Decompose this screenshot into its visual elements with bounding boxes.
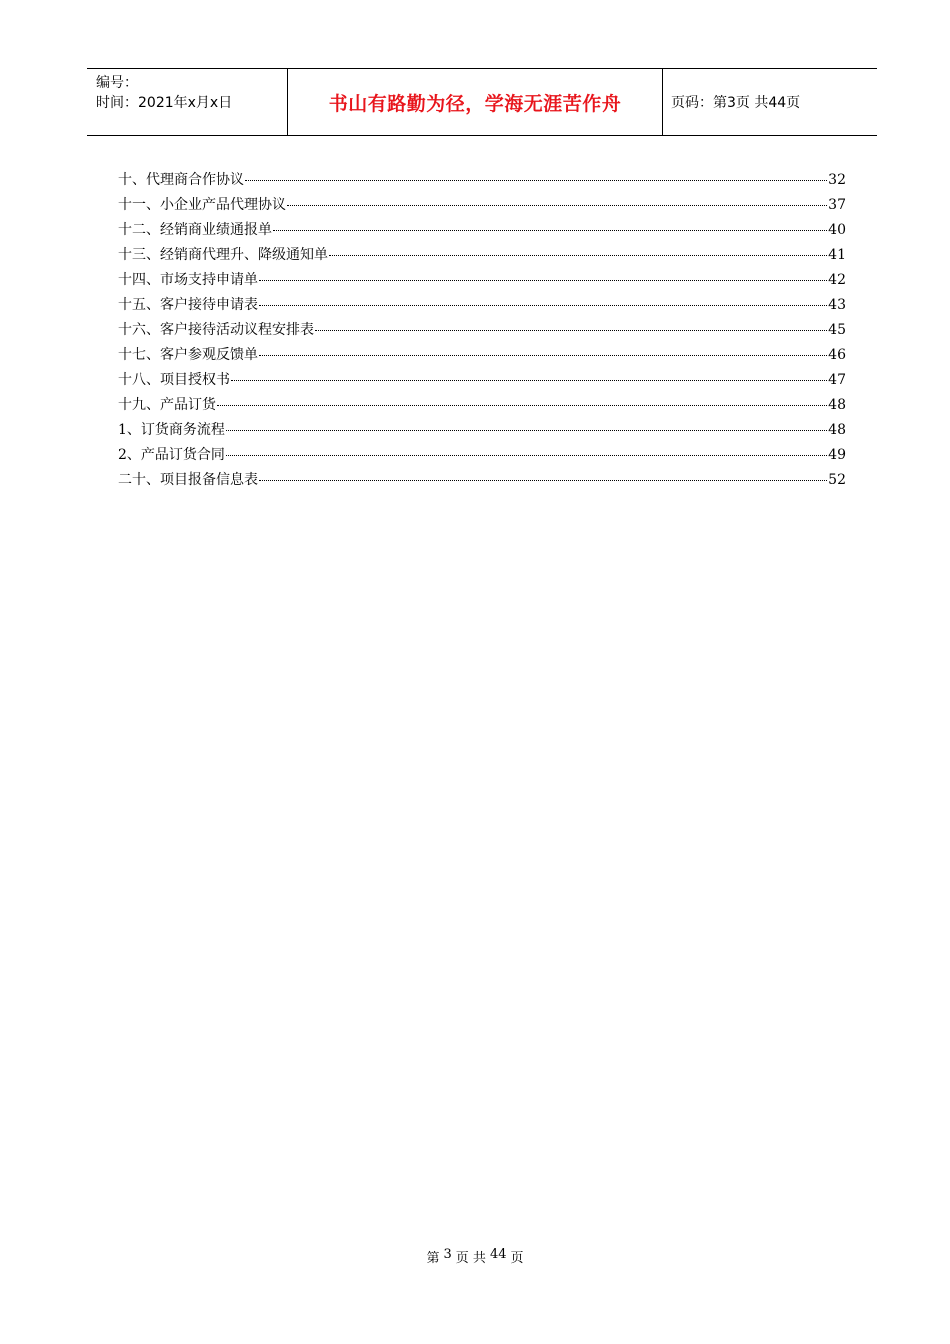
toc-entry-page: 47: [828, 372, 846, 388]
table-of-contents: [118, 169, 846, 494]
code-label: 编号：: [96, 75, 138, 91]
toc-entry-page: 32: [828, 172, 846, 188]
toc-entry-title: 二十、项目报备信息表: [118, 472, 258, 488]
toc-dot-leader: [226, 430, 827, 431]
toc-entry[interactable]: [118, 394, 846, 419]
toc-entry-title: 十六、客户接待活动议程安排表: [118, 322, 314, 338]
toc-entry[interactable]: [118, 244, 846, 269]
toc-dot-leader: [226, 455, 827, 456]
toc-entry[interactable]: [118, 269, 846, 294]
toc-entry-page: 37: [828, 197, 846, 213]
footer-mid: 页 共: [455, 1251, 486, 1266]
footer-prefix: 第: [426, 1251, 440, 1266]
toc-dot-leader: [273, 230, 827, 231]
toc-dot-leader: [217, 405, 827, 406]
toc-entry[interactable]: [118, 194, 846, 219]
toc-entry-title: 十一、小企业产品代理协议: [118, 197, 286, 213]
toc-entry-title: 十二、经销商业绩通报单: [118, 222, 272, 238]
toc-entry-title: 十七、客户参观反馈单: [118, 347, 258, 363]
toc-entry-title: 十八、项目授权书: [118, 372, 230, 388]
toc-entry[interactable]: [118, 469, 846, 494]
toc-entry-page: 48: [828, 397, 846, 413]
toc-entry[interactable]: [118, 319, 846, 344]
toc-entry-title: 十九、产品订货: [118, 397, 216, 413]
toc-entry[interactable]: [118, 169, 846, 194]
toc-dot-leader: [259, 280, 827, 281]
toc-dot-leader: [259, 305, 827, 306]
toc-entry[interactable]: [118, 444, 846, 469]
toc-entry-page: 43: [828, 297, 846, 313]
toc-dot-leader: [259, 480, 827, 481]
page-footer: [0, 1247, 950, 1266]
toc-entry-page: 48: [828, 422, 846, 438]
header-motto: 书山有路勤为径，学海无涯苦作舟: [287, 69, 663, 135]
toc-dot-leader: [231, 380, 827, 381]
toc-entry-title: 十四、市场支持申请单: [118, 272, 258, 288]
header-meta: [87, 69, 287, 135]
toc-entry-page: 41: [828, 247, 846, 263]
page-header: [87, 68, 877, 136]
header-page-info: 页码：第3页 共44页: [671, 95, 801, 111]
toc-entry-title: 十、代理商合作协议: [118, 172, 244, 188]
toc-entry-page: 42: [828, 272, 846, 288]
toc-entry[interactable]: [118, 294, 846, 319]
toc-dot-leader: [329, 255, 827, 256]
toc-dot-leader: [315, 330, 827, 331]
toc-entry-page: 49: [828, 447, 846, 463]
toc-entry-page: 46: [828, 347, 846, 363]
toc-entry-page: 40: [828, 222, 846, 238]
toc-entry[interactable]: [118, 344, 846, 369]
toc-dot-leader: [245, 180, 827, 181]
footer-suffix: 页: [510, 1251, 524, 1266]
toc-dot-leader: [259, 355, 827, 356]
toc-entry[interactable]: [118, 419, 846, 444]
toc-entry-title: 2、产品订货合同: [118, 447, 225, 463]
toc-entry-title: 1、订货商务流程: [118, 422, 225, 438]
toc-entry-page: 52: [828, 472, 846, 488]
time-label: 时间：2021年x月x日: [96, 95, 233, 111]
toc-entry[interactable]: [118, 369, 846, 394]
toc-entry[interactable]: [118, 219, 846, 244]
toc-entry-title: 十五、客户接待申请表: [118, 297, 258, 313]
footer-current-page: 3: [443, 1247, 452, 1262]
toc-entry-page: 45: [828, 322, 846, 338]
footer-total-pages: 44: [489, 1247, 507, 1262]
toc-entry-title: 十三、经销商代理升、降级通知单: [118, 247, 328, 263]
toc-dot-leader: [287, 205, 827, 206]
